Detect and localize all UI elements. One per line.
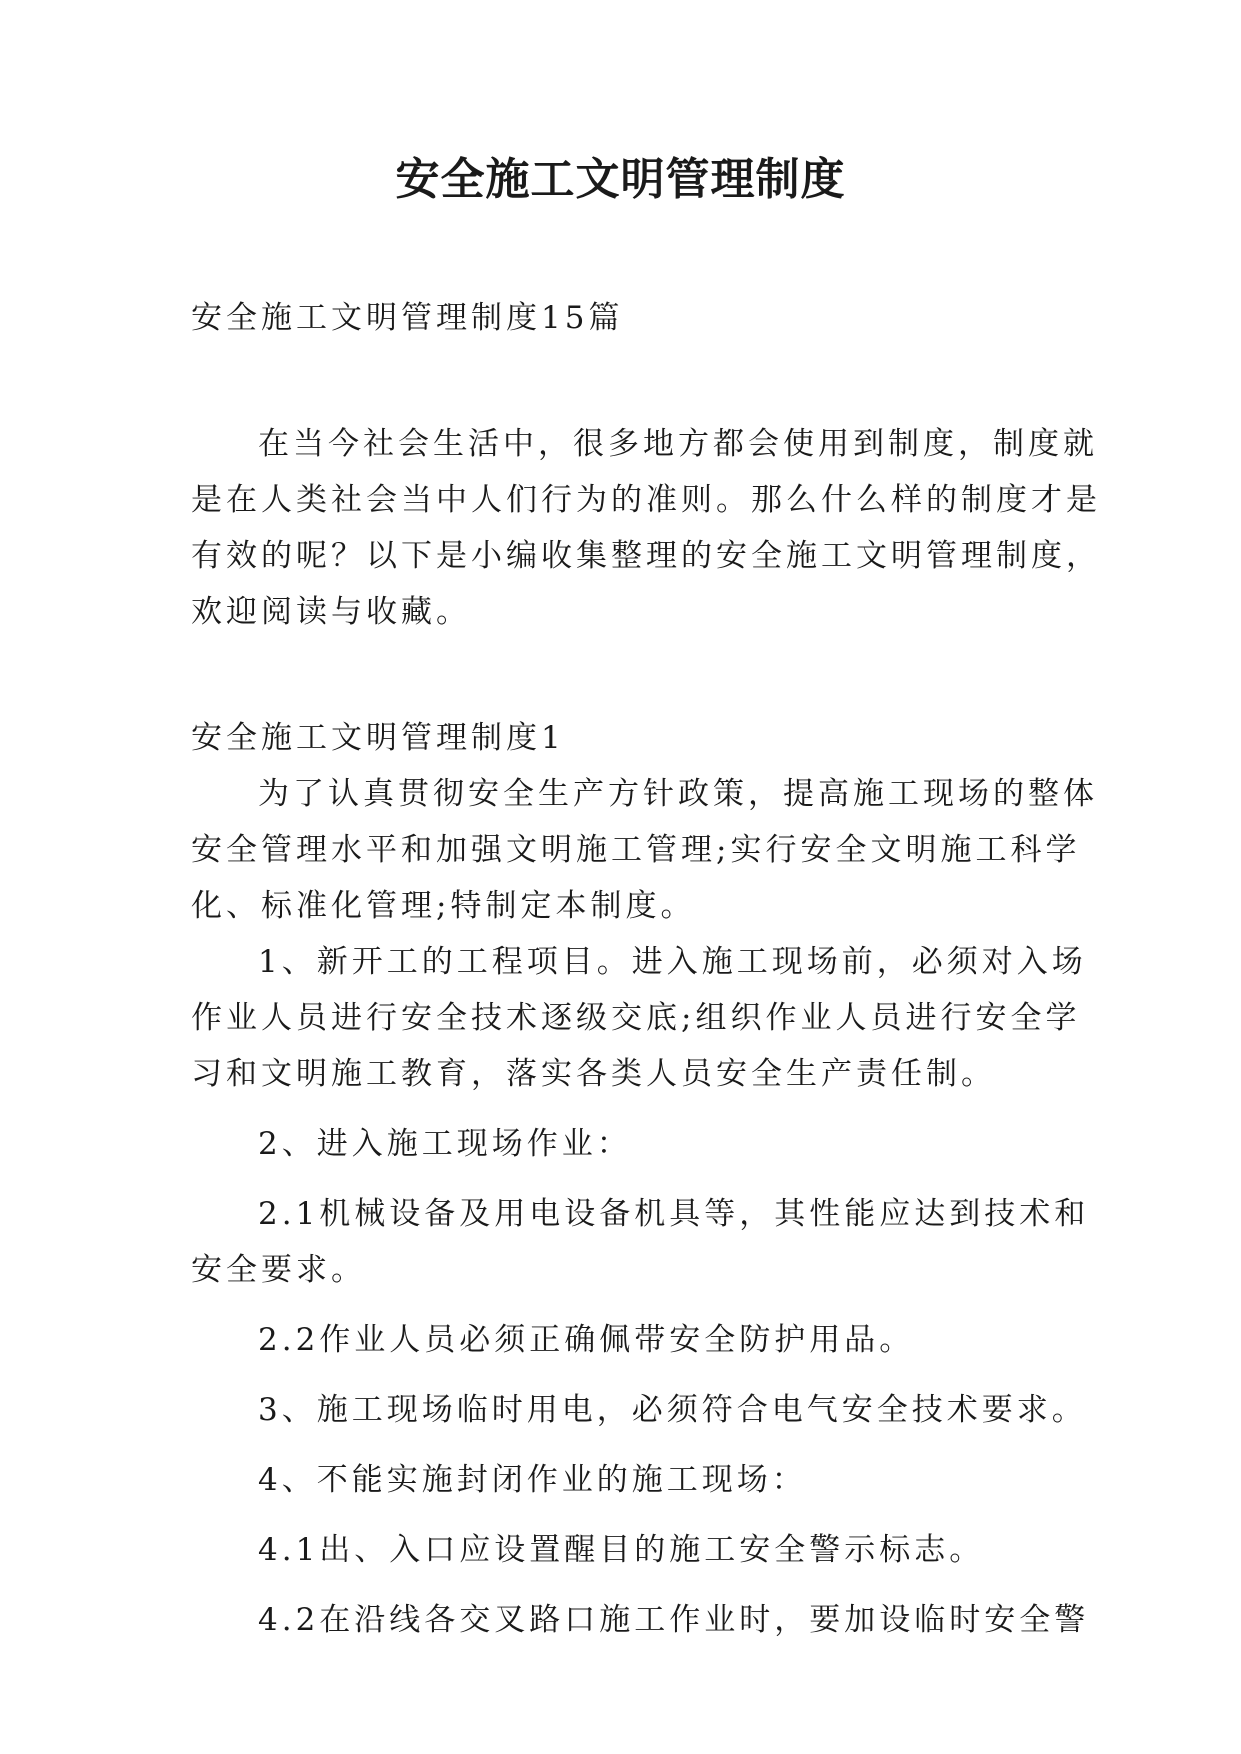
intro-line-3: 有效的呢？以下是小编收集整理的安全施工文明管理制度，: [191, 538, 1101, 574]
body-line-6: 习和文明施工教育，落实各类人员安全生产责任制。: [191, 1056, 996, 1092]
body-line-7: 2、进入施工现场作业：: [258, 1126, 632, 1162]
intro-line-4: 欢迎阅读与收藏。: [191, 594, 471, 630]
body-line-11: 3、施工现场临时用电，必须符合电气安全技术要求。: [258, 1392, 1087, 1428]
body-line-8: 2.1机械设备及用电设备机具等，其性能应达到技术和: [258, 1196, 1090, 1232]
body-line-9: 安全要求。: [191, 1252, 366, 1288]
subtitle-line: 安全施工文明管理制度15篇: [191, 300, 624, 336]
body-line-13: 4.1出、入口应设置醒目的施工安全警示标志。: [258, 1532, 985, 1568]
body-line-2: 安全管理水平和加强文明施工管理;实行安全文明施工科学: [191, 832, 1081, 868]
body-line-3: 化、标准化管理;特制定本制度。: [191, 888, 696, 924]
document-title: 安全施工文明管理制度: [395, 154, 846, 205]
body-line-10: 2.2作业人员必须正确佩带安全防护用品。: [258, 1322, 915, 1358]
body-line-1: 为了认真贯彻安全生产方针政策，提高施工现场的整体: [258, 776, 1098, 812]
body-line-14: 4.2在沿线各交叉路口施工作业时，要加设临时安全警: [258, 1602, 1090, 1638]
body-line-4: 1、新开工的工程项目。进入施工现场前，必须对入场: [258, 944, 1087, 980]
intro-line-2: 是在人类社会当中人们行为的准则。那么什么样的制度才是: [191, 482, 1101, 518]
intro-line-1: 在当今社会生活中，很多地方都会使用到制度，制度就: [258, 426, 1098, 462]
body-line-12: 4、不能实施封闭作业的施工现场：: [258, 1462, 807, 1498]
body-line-5: 作业人员进行安全技术逐级交底;组织作业人员进行安全学: [191, 1000, 1081, 1036]
section-heading-1: 安全施工文明管理制度1: [191, 720, 565, 756]
